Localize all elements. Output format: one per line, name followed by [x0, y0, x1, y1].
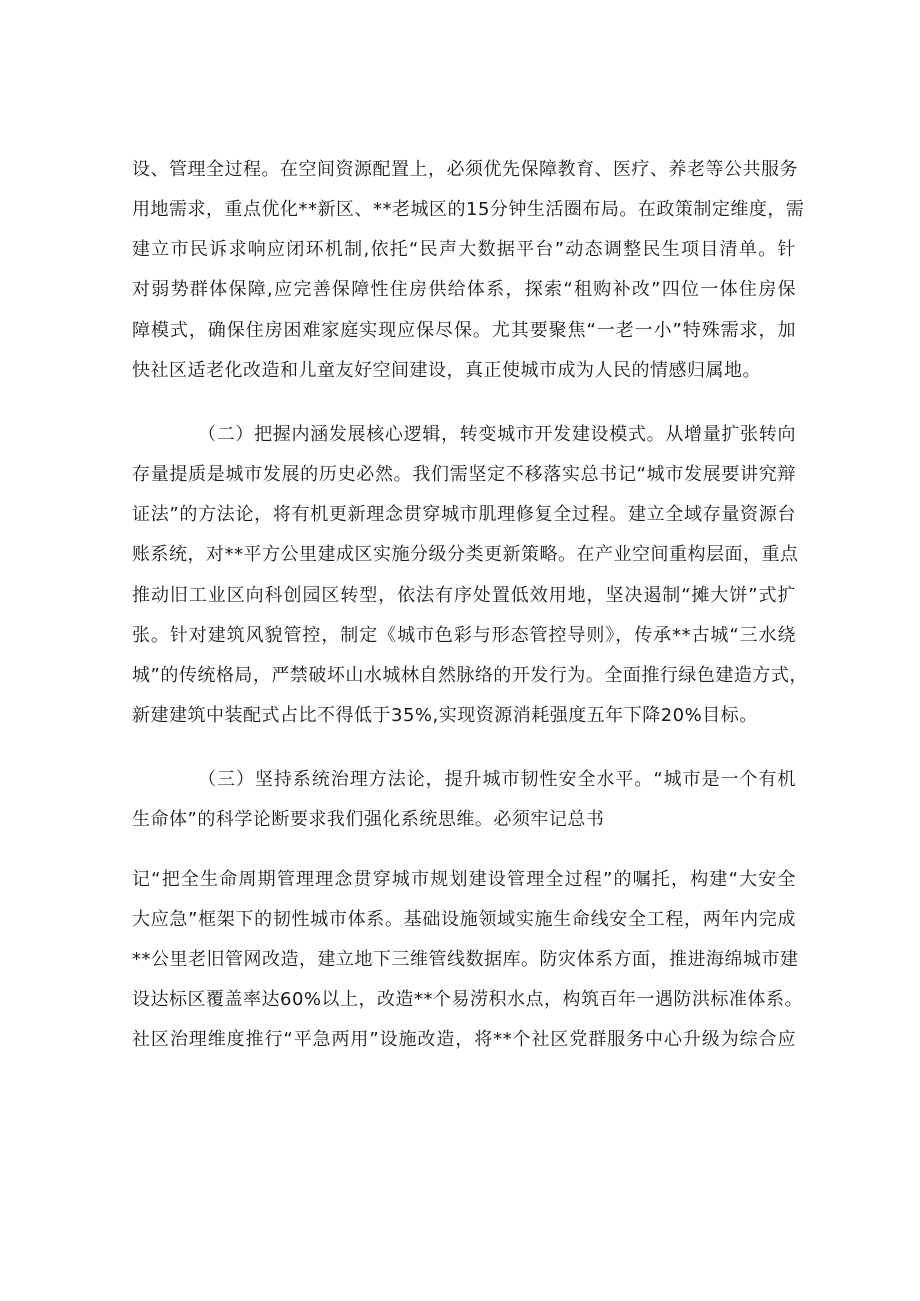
text-line: 推动旧工业区向科创园区转型，依法有序处置低效用地，坚决遏制“摊大饼”式扩 — [132, 585, 796, 606]
text-line: （三）坚持系统治理方法论，提升城市韧性安全水平。“城市是一个有机 — [198, 769, 796, 790]
text-line: 对弱势群体保障,应完善保障性住房供给体系，探索“租购补改”四位一体住房保 — [132, 279, 796, 300]
text-line: 快社区适老化改造和儿童友好空间建设，真正使城市成为人民的情感归属地。 — [132, 360, 761, 381]
text-line: 大应急”框架下的韧性城市体系。基础设施领域实施生命线安全工程，两年内完成 — [132, 909, 796, 930]
text-line: 张。针对建筑风貌管控，制定《城市色彩与形态管控导则》，传承**古城“三水绕 — [132, 625, 796, 646]
text-line: 证法”的方法论，将有机更新理念贯穿城市肌理修复全过程。建立全域存量资源台 — [132, 504, 796, 525]
text-line: 记“把全生命周期管理理念贯穿城市规划建设管理全过程”的嘱托，构建“大安全 — [132, 869, 796, 890]
text-line: 生命体”的科学论断要求我们强化系统思维。必须牢记总书 — [132, 809, 605, 830]
text-line: 建立市民诉求响应闭环机制,依托“民声大数据平台”动态调整民生项目清单。针 — [132, 239, 796, 260]
text-line: 社区治理维度推行“平急两用”设施改造，将**个社区党群服务中心升级为综合应 — [132, 1029, 796, 1050]
text-line: 用地需求，重点优化**新区、**老城区的15分钟生活圈布局。在政策制定维度，需 — [132, 199, 805, 220]
text-line: 设达标区覆盖率达60%以上，改造**个易涝积水点，构筑百年一遇防洪标准体系。 — [132, 989, 804, 1010]
text-line: **公里老旧管网改造，建立地下三维管线数据库。防灾体系方面，推进海绵城市建 — [132, 949, 799, 970]
text-line: 障模式，确保住房困难家庭实现应保尽保。尤其要聚焦“一老一小”特殊需求，加 — [132, 320, 796, 341]
text-line: 城”的传统格局，严禁破坏山水城林自然脉络的开发行为。全面推行绿色建造方式， — [132, 665, 808, 686]
text-line: 新建建筑中装配式占比不得低于35%,实现资源消耗强度五年下降20%目标。 — [132, 705, 758, 726]
text-line: 账系统，对**平方公里建成区实施分级分类更新策略。在产业空间重构层面，重点 — [132, 544, 799, 565]
text-line: 存量提质是城市发展的历史必然。我们需坚定不移落实总书记“城市发展要讲究辩 — [132, 464, 796, 485]
text-line: （二）把握内涵发展核心逻辑，转变城市开发建设模式。从增量扩张转向 — [198, 424, 796, 445]
text-line: 设、管理全过程。在空间资源配置上，必须优先保障教育、医疗、养老等公共服务 — [132, 159, 798, 180]
